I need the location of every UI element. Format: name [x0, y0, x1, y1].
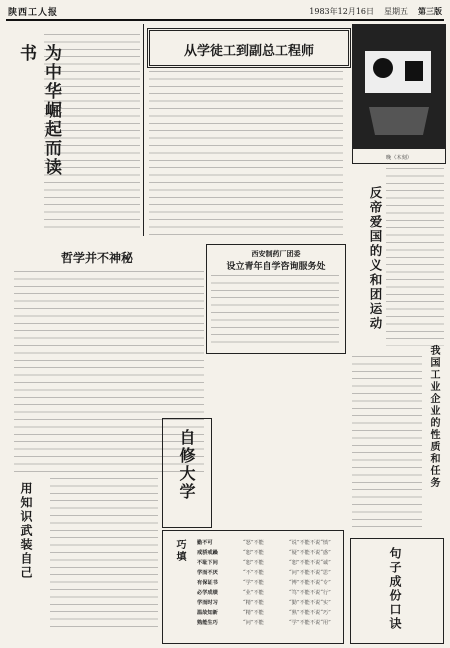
idiom-cell-b: “恕”不能 [243, 550, 264, 556]
self-study-box [162, 418, 212, 528]
woodcut-caption: 晚（木刻） [386, 155, 412, 161]
idiom-cell-c: “学”不能不说“用” [289, 620, 331, 626]
issue-weekday: 星期五 [384, 6, 408, 16]
idiom-cell-b: “问”不能 [243, 620, 264, 626]
idiom-cell-b: “业”不能 [243, 590, 264, 596]
article-title-hua-luogeng: 为中华崛起而读书 [16, 44, 61, 177]
idiom-cell-c: “说”不能不说“愤” [289, 540, 331, 546]
article-title-sayings: 句子成份口诀 [388, 547, 402, 631]
article-title-self-study: 自修大学 [177, 429, 196, 501]
masthead-rule [6, 19, 444, 21]
idiom-cell-a: 勤不可 [197, 540, 213, 546]
article-title-career: 从学徒工到副总工程师 [183, 44, 314, 59]
idiom-title: 巧填 [174, 539, 185, 563]
sayings-box [350, 538, 444, 644]
idiom-cell-a: 学而不厌 [197, 570, 218, 576]
career-title-box [147, 28, 351, 68]
idiom-box [162, 530, 344, 644]
article-title-anti-japan: 反帝爱国的义和团运动 [368, 186, 383, 331]
idiom-cell-a: 学而时习 [197, 600, 218, 606]
column-divider [143, 24, 144, 236]
woodcut-image [352, 24, 446, 164]
idiom-cell-c: “笃”不能不说“行” [289, 590, 331, 596]
issue-date: 1983年12月16日 [309, 6, 374, 16]
article-body-career [149, 71, 343, 241]
idiom-cell-b: “不”不能 [243, 570, 264, 576]
article-title-philosophy: 哲学并不神秘 [60, 251, 133, 265]
library-box [206, 244, 346, 354]
idiom-cell-c: “问”不能不说“思” [289, 570, 331, 576]
masthead [8, 4, 442, 18]
idiom-cell-c: “博”不能不说“专” [289, 580, 331, 586]
page-number: 第三版 [418, 5, 442, 16]
idiom-cell-b: “精”不能 [243, 610, 264, 616]
idiom-cell-b: “恕”不能 [243, 560, 264, 566]
idiom-cell-a: 必学成绩 [197, 590, 218, 596]
article-title-wuhan: 用知识武装自己 [19, 482, 33, 580]
paper-name: 陕西工人报 [8, 7, 59, 18]
idiom-col-a [197, 539, 237, 626]
idiom-cell-a: 不耻下问 [197, 560, 218, 566]
idiom-cell-c: “疑”不能不说“惑” [289, 550, 331, 556]
idiom-cell-a: 温故知新 [197, 610, 218, 616]
article-body-wuhan [50, 478, 158, 628]
article-title-library: 设立青年自学咨询服务处 [226, 262, 326, 272]
idiom-cell-c: “恕”不能不说“诚” [289, 560, 331, 566]
idiom-cell-c: “勤”不能不说“实” [289, 600, 331, 606]
library-header: 西安制药厂团委 [251, 249, 301, 258]
idiom-cell-a: 戒骄戒躁 [197, 550, 218, 556]
idiom-cell-a: 有保证书 [197, 580, 218, 586]
article-title-industry: 我国工业企业的性质和任务 [428, 345, 439, 489]
article-body-hua-luogeng [44, 34, 140, 234]
idiom-cell-a: 熟能生巧 [197, 620, 218, 626]
idiom-cell-b: “精”不能 [243, 600, 264, 606]
article-body-anti-japan [386, 168, 444, 346]
idiom-col-c [289, 539, 341, 626]
idiom-cell-b: “学”不能 [243, 580, 264, 586]
article-body-industry [352, 356, 422, 530]
idiom-col-b [243, 539, 283, 626]
idiom-cell-c: “熟”不能不说“巧” [289, 610, 331, 616]
idiom-cell-b: “怒”不能 [243, 540, 264, 546]
